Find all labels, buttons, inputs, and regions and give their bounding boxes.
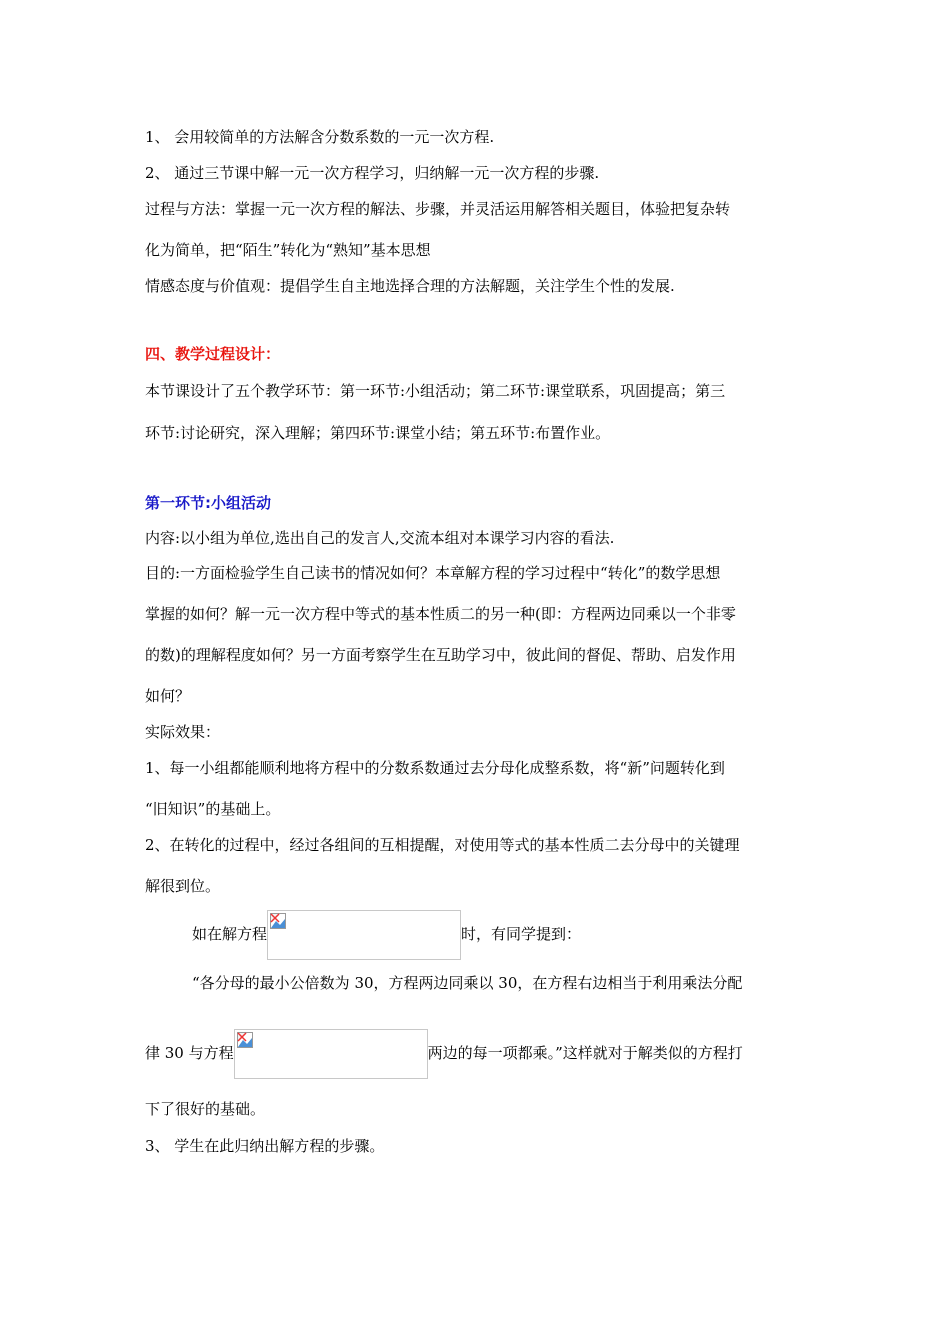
step-1-purpose-line-1: 目的:一方面检验学生自己读书的情况如何？本章解方程的学习过程中“转化”的数学思想 — [145, 564, 721, 582]
section-4-intro-line-1: 本节课设计了五个教学环节：第一环节:小组活动；第二环节:课堂联系，巩固提高；第三 — [145, 382, 726, 400]
section-4-heading: 四、教学过程设计： — [145, 345, 281, 363]
effect-3: 3、 学生在此归纳出解方程的步骤。 — [145, 1137, 385, 1155]
step-1-heading: 第一环节:小组活动 — [145, 494, 271, 512]
process-method-line-1: 过程与方法：掌握一元一次方程的解法、步骤，并灵活运用解答相关题目，体验把复杂转 — [145, 200, 731, 218]
equation-image-2 — [234, 1029, 428, 1079]
objective-item-2: 2、 通过三节课中解一元一次方程学习，归纳解一元一次方程的步骤. — [145, 164, 600, 182]
broken-image-icon — [270, 913, 286, 929]
quote-line-2-pre: 律 30 与方程 — [145, 1044, 234, 1062]
example-line — [192, 910, 581, 960]
step-1-purpose-line-4: 如何？ — [145, 687, 191, 705]
effect-1-line-1: 1、每一小组都能顺利地将方程中的分数系数通过去分母化成整系数，将“新”问题转化到 — [145, 759, 725, 777]
effect-2-line-1: 2、在转化的过程中，经过各组间的互相提醒，对使用等式的基本性质二去分母中的关键理 — [145, 836, 740, 854]
quote-line-2 — [145, 1029, 743, 1079]
effect-2-line-2: 解很到位。 — [145, 877, 221, 895]
quote-line-3: 下了很好的基础。 — [145, 1100, 266, 1118]
example-pre-text: 如在解方程 — [192, 925, 268, 943]
quote-line-2-post: 两边的每一项都乘。”这样就对于解类似的方程打 — [427, 1044, 743, 1062]
step-1-content: 内容:以小组为单位,选出自己的发言人,交流本组对本课学习内容的看法. — [145, 529, 615, 547]
broken-image-icon — [237, 1032, 253, 1048]
emotion-attitude: 情感态度与价值观：提倡学生自主地选择合理的方法解题，关注学生个性的发展. — [145, 277, 675, 295]
example-post-text: 时，有同学提到： — [461, 925, 582, 943]
effect-label: 实际效果： — [145, 723, 221, 741]
process-method-line-2: 化为简单，把“陌生”转化为“熟知”基本思想 — [145, 241, 431, 259]
step-1-purpose-line-3: 的数)的理解程度如何？另一方面考察学生在互助学习中，彼此间的督促、帮助、启发作用 — [145, 646, 736, 664]
step-1-purpose-line-2: 掌握的如何？解一元一次方程中等式的基本性质二的另一种(即：方程两边同乘以一个非零 — [145, 605, 736, 623]
effect-1-line-2: “旧知识”的基础上。 — [145, 800, 281, 818]
quote-line-1: “各分母的最小公倍数为 30，方程两边同乘以 30，在方程右边相当于利用乘法分配 — [192, 974, 743, 992]
section-4-intro-line-2: 环节:讨论研究，深入理解；第四环节:课堂小结；第五环节:布置作业。 — [145, 424, 611, 442]
equation-image-1 — [267, 910, 461, 960]
objective-item-1: 1、 会用较简单的方法解含分数系数的一元一次方程. — [145, 128, 495, 146]
